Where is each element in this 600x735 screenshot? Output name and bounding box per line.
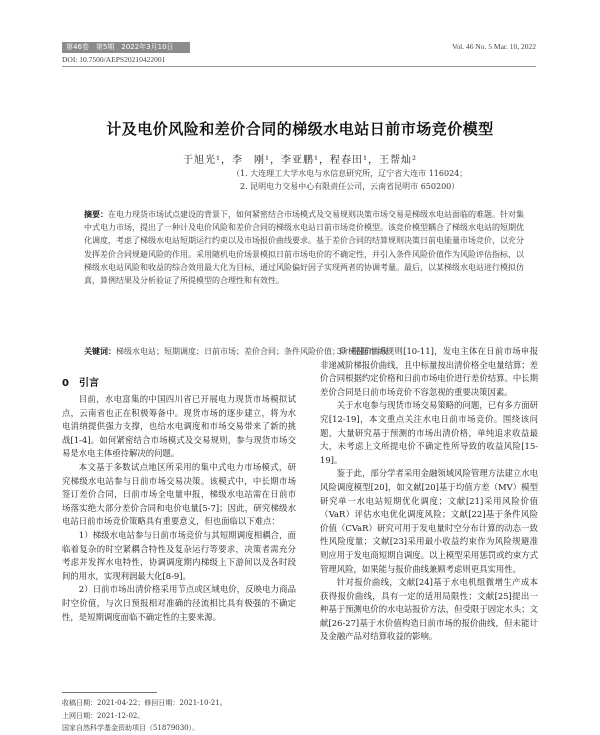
paragraph: 关于水电参与现货市场交易策略的问题，已有多方面研究[12-19]，本文重点关注水电日前市场竞价。围绕该问题，大量研究基于预测的市场出清价格，单纯追求收益最大，未考虑上文所提电价不确定性所导致的收益风险[15-19]。 bbox=[320, 400, 538, 465]
paragraph: 鉴于此，部分学者采用金融领域风险管理方法建立水电风险调度模型[20]，如文献[20]基于均值方差（MV）模型研究单一水电站短期优化调度；文献[21]采用风险价值（VaR）评估水电优化调度风险；文献[22]基于条件风险价值（CVaR）研究可用于发电量时空分布计算的动态一致性风险度量；文献[23]采用最小收益约束作为风险规避准则应用于发电商短期自调度。以上模型采用惩罚或约束方式管理风险，如果能与报价曲线兼顾考虑则更具实用性。 bbox=[320, 468, 538, 574]
footnote-received: 收稿日期：2021-04-22；修回日期：2021-10-21。 bbox=[62, 699, 227, 707]
affiliation-1: （1. 大连理工大学水电与水信息研究所，辽宁省大连市 116024； bbox=[232, 169, 468, 178]
journal-issue-cn: 第46卷 第5期 2022年3月10日 bbox=[66, 43, 174, 51]
paper-title: 计及电价风险和差价合同的梯级水电站日前市场竞价模型 bbox=[106, 120, 494, 138]
journal-issue-en: Vol. 46 No. 5 Mar. 10, 2022 bbox=[451, 42, 536, 51]
section-heading-introduction: 0 引言 bbox=[62, 378, 99, 389]
header-divider bbox=[62, 66, 536, 67]
right-column bbox=[320, 345, 538, 644]
paragraph: 针对报价曲线，文献[24]基于水电机组微增生产成本获得报价曲线，具有一定的适用局限性；文献[25]提出一种基于预测电价的水电站报价方法，但受限于固定水头；文献[26-27]基于水价值构造日前市场的报价曲线，但未能计及金融产品对结算收益的影响。 bbox=[320, 577, 538, 642]
paragraph: 1）梯级水电站参与日前市场竞价与其短期调度相耦合，面临着复杂的时空紧耦合特性及复杂运行等要求，决策者需充分考虑并发挥水电特性，协调调度期内梯级上下游间以及各时段间的用水，实现利润最大化[8-9]。 bbox=[62, 529, 296, 581]
footnotes bbox=[62, 697, 296, 735]
paragraph: 2）日前市场出清价格采用节点或区域电价，反映电力商品时空价值，与次日预报相对准确的径流相比具有极强的不确定性，是短期调度面临不确定性的主要来源。 bbox=[62, 584, 296, 622]
doi[interactable]: DOI: 10.7500/AEPS20210422001 bbox=[62, 55, 166, 64]
journal-issue-banner bbox=[62, 42, 190, 53]
footnote-divider bbox=[62, 692, 157, 693]
left-column bbox=[62, 393, 296, 624]
keywords-text: 梯级水电站；短期调度；日前市场；差价合同；条件风险价值；阶梯报价曲线 bbox=[116, 347, 388, 356]
footnote-funding: 国家自然科学基金资助项目（51879030）。 bbox=[62, 724, 200, 732]
abstract bbox=[84, 208, 524, 287]
paragraph: 本文基于多数试点地区所采用的集中式电力市场模式，研究梯级水电站参与日前市场交易决策。该模式中，中长期市场签订差价合同，日前市场全电量申报，梯级水电站需在日前市场落实绝大部分差价合同和电价电量[5-7]；因此，研究梯级水电站日前市场竞价策略具有重要意义，但也面临以下难点： bbox=[62, 461, 296, 527]
affiliation-2: 2. 昆明电力交易中心有限责任公司，云南省昆明市 650200） bbox=[240, 182, 460, 191]
keywords-label: 关键词： bbox=[84, 347, 116, 356]
footnote-online: 上网日期：2021-12-02。 bbox=[62, 711, 145, 720]
abstract-text: 在电力现货市场试点建设的背景下，如何紧密结合市场模式及交易规则决策市场交易是梯级水电站面临的难题。针对集中式电力市场，提出了一种计及电价风险和差价合同的梯级水电站日前市场竞价模型。该竞价模型耦合了梯级水电站的短期优化调度，考虑了梯级水电站短期运行约束以及市场报价曲线要求。基于差价合同的结算规则决策日前电能量市场竞价，以充分发挥差价合同规避风险的作用。采用随机电价场景模拟日前市场电价的不确定性，并引入条件风险价值作为风险评估指标，以梯级水电站风险和收益的综合效用最大化为目标，通过风险偏好因子实现两者的协调考量。最后，以某梯级水电站进行模拟仿真，算例结果及分析验证了所提模型的合理性和有效性。 bbox=[84, 210, 524, 286]
abstract-label: 摘要： bbox=[84, 210, 108, 219]
paragraph: 目前，水电富集的中国四川省已开展电力现货市场模拟试点，云南省也正在积极筹备中。现货市场的逐步建立，将为水电消纳提供强力支撑，也给水电调度和市场交易带来了新的挑战[1-4]。如何紧密结合市场模式及交易规则，参与现货市场交易是水电主体亟待解决的问题。 bbox=[62, 394, 296, 459]
paragraph: 3）根据市场规则[10-11]，发电主体在日前市场申报非递减阶梯报价曲线，且中标量按出清价格全电量结算；差价合同根据约定价格和日前市场电价进行差价结算。中长期差价合同是日前市场竞价不容忽视的重要决策因素。 bbox=[320, 346, 538, 397]
author-list: 于旭光¹，李 刚¹，李亚鹏¹，程春田¹，王帮灿² bbox=[182, 155, 418, 166]
